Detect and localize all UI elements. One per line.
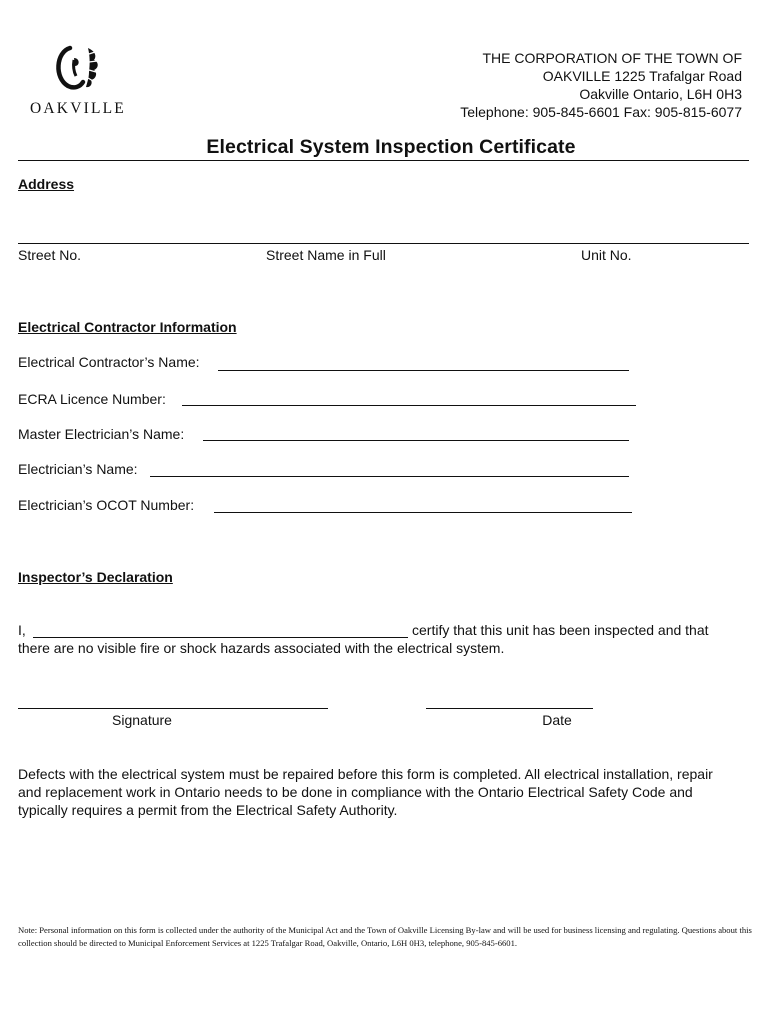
ocot-number-field[interactable] (214, 512, 632, 513)
declaration-certify-text: certify that this unit has been inspected and that (412, 622, 709, 638)
inspector-name-field[interactable] (33, 637, 408, 638)
street-name-label: Street Name in Full (266, 247, 386, 263)
signature-label: Signature (112, 712, 172, 728)
form-title: Electrical System Inspection Certificate (206, 136, 576, 158)
contractor-heading: Electrical Contractor Information (18, 319, 237, 335)
declaration-prefix: I, (18, 622, 26, 638)
oak-leaf-emblem-icon (50, 42, 106, 92)
logo-wordmark: OAKVILLE (30, 100, 126, 117)
corporation-address-block (460, 49, 742, 121)
electrician-name-field[interactable] (150, 476, 629, 477)
corp-line: OAKVILLE 1225 Trafalgar Road (542, 68, 742, 84)
corp-line: THE CORPORATION OF THE TOWN OF (482, 50, 742, 66)
title-divider (18, 160, 749, 161)
master-electrician-label: Master Electrician’s Name: (18, 426, 185, 442)
master-electrician-field[interactable] (203, 440, 629, 441)
contractor-name-field[interactable] (218, 370, 629, 371)
signature-field[interactable] (18, 708, 328, 709)
corp-line: Oakville Ontario, L6H 0H3 (579, 86, 742, 102)
oakville-logo (22, 42, 134, 120)
address-heading: Address (18, 176, 75, 192)
street-no-label: Street No. (18, 247, 82, 263)
ecra-licence-label: ECRA Licence Number: (18, 391, 166, 407)
declaration-line-2: there are no visible fire or shock hazards associated with the electrical system. (18, 640, 505, 656)
defects-paragraph: Defects with the electrical system must be repaired before this form is completed. All electrical installation, repair and replacement work in Ontario needs to be done in compliance with the Ontario Electrical Safety Code and typically requires a permit from the Electrical Safety Authority. (18, 766, 713, 818)
contractor-name-label: Electrical Contractor’s Name: (18, 354, 200, 370)
privacy-note: Note: Personal information on this form is collected under the authority of the Municipal Act and the Town of Oakville Licensing By-law and will be used for business licensing and regulating. Questions about this collection should be directed to Municipal Enforcement Services at 1225 Trafalgar Road, Oakville, Ontario, L6H 0H3, telephone, 905-845-6601. (18, 925, 752, 948)
unit-no-label: Unit No. (581, 247, 632, 263)
declaration-heading: Inspector’s Declaration (18, 569, 173, 585)
ecra-licence-field[interactable] (182, 405, 636, 406)
date-field[interactable] (426, 708, 593, 709)
corp-line: Telephone: 905-845-6601 Fax: 905-815-6077 (460, 104, 742, 120)
ocot-number-label: Electrician’s OCOT Number: (18, 497, 195, 513)
electrician-name-label: Electrician’s Name: (18, 461, 138, 477)
address-input-line[interactable] (18, 243, 749, 244)
date-label: Date (542, 712, 572, 728)
